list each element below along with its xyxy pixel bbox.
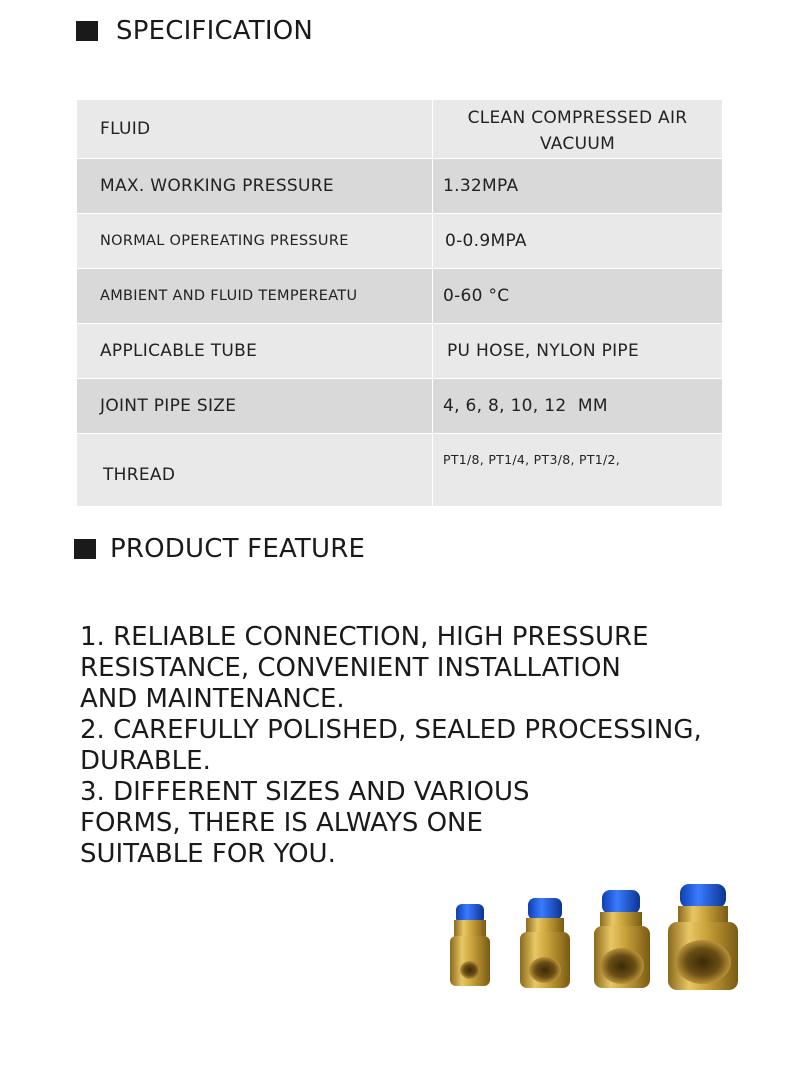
table-row: [77, 324, 723, 379]
feature-list: [80, 622, 720, 870]
spec-label: THREAD: [77, 434, 433, 507]
feature-item: 3. DIFFERENT SIZES AND VARIOUS FORMS, THERE IS ALWAYS ONE SUITABLE FOR YOU.: [80, 777, 530, 869]
table-row: [77, 379, 723, 434]
spec-label: AMBIENT AND FLUID TEMPEREATU: [77, 269, 433, 324]
spec-label: NORMAL OPEREATING PRESSURE: [77, 214, 433, 269]
fitting-small: [450, 904, 490, 986]
spec-value: 0-0.9MPA: [433, 214, 723, 269]
spec-value: PT1/8, PT1/4, PT3/8, PT1/2,: [433, 434, 723, 507]
product-feature-header: [74, 534, 365, 564]
table-row: [77, 269, 723, 324]
specification-header: [76, 16, 313, 46]
feature-item: 2. CAREFULLY POLISHED, SEALED PROCESSING, DURABLE.: [80, 715, 702, 776]
spec-label: JOINT PIPE SIZE: [77, 379, 433, 434]
specification-title: SPECIFICATION: [116, 16, 314, 46]
fitting-medium: [520, 898, 570, 988]
specification-table: [76, 99, 723, 507]
fitting-xlarge: [668, 884, 738, 990]
square-bullet-icon: [76, 21, 98, 41]
feature-item: 1. RELIABLE CONNECTION, HIGH PRESSURE RESISTANCE, CONVENIENT INSTALLATION AND MAINTENANCE.: [80, 622, 649, 714]
product-feature-title: PRODUCT FEATURE: [110, 534, 366, 564]
spec-value: PU HOSE, NYLON PIPE: [433, 324, 723, 379]
spec-value: CLEAN COMPRESSED AIR VACUUM: [433, 100, 723, 159]
spec-value: 0-60 °C: [433, 269, 723, 324]
table-row: [77, 434, 723, 507]
table-row: [77, 100, 723, 159]
pneumatic-fittings-photo: [442, 880, 762, 1005]
spec-label: APPLICABLE TUBE: [77, 324, 433, 379]
spec-value: 4, 6, 8, 10, 12 MM: [433, 379, 723, 434]
table-row: [77, 214, 723, 269]
spec-label: FLUID: [77, 100, 433, 159]
spec-label: MAX. WORKING PRESSURE: [77, 159, 433, 214]
table-row: [77, 159, 723, 214]
square-bullet-icon: [74, 539, 96, 559]
fitting-large: [594, 890, 650, 988]
spec-value: 1.32MPA: [433, 159, 723, 214]
